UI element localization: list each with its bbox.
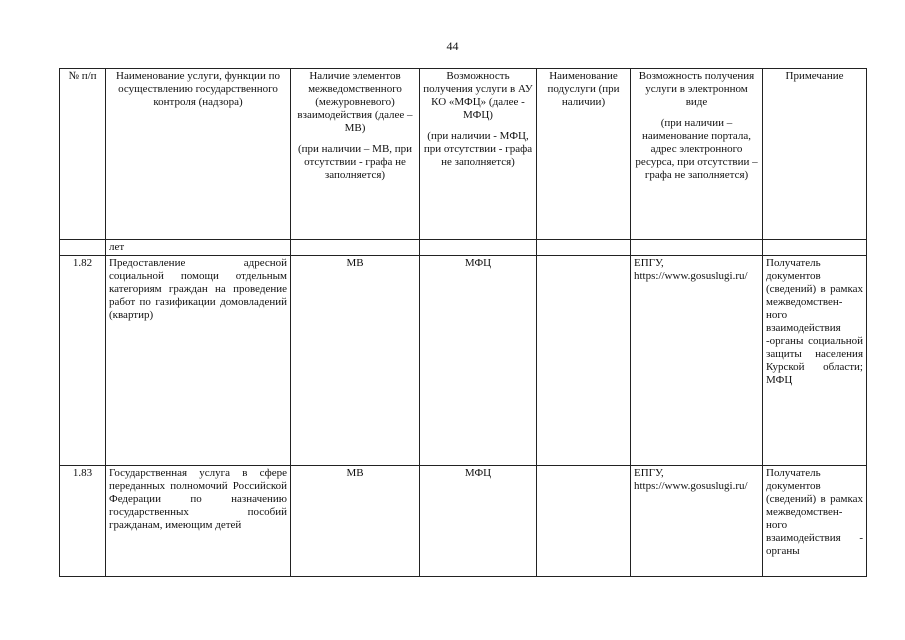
header-electronic-title: Возможность получения услуги в электронном виде: [638, 70, 755, 108]
table-header-row: [60, 69, 867, 240]
services-table: [59, 68, 867, 577]
header-note: Примечание: [763, 69, 867, 240]
subservice-value: [537, 466, 631, 577]
header-mv-subtitle: (при наличии – МВ, при отсутствии - графа не заполняется): [297, 143, 413, 181]
continuation-row: [60, 240, 867, 256]
header-mfc-subtitle: (при наличии - МФЦ, при отсутствии - графа не заполняется): [423, 130, 533, 168]
cell-empty: [631, 240, 763, 256]
table-row: [60, 466, 867, 577]
row-number: 1.83: [60, 466, 106, 577]
continuation-text: лет: [106, 240, 291, 256]
header-num: № п/п: [60, 69, 106, 240]
cell-empty: [763, 240, 867, 256]
header-electronic-subtitle: (при наличии – наименование портала, адрес электронного ресурса, при отсутствии – графа не заполняется): [635, 117, 758, 181]
page-number: 44: [446, 39, 459, 53]
mv-value: МВ: [291, 466, 420, 577]
header-mfc: [420, 69, 537, 240]
note-value: Получатель документов (сведений) в рамках межведомствен-ного взаимодействия - органы: [763, 466, 867, 577]
mfc-value: МФЦ: [420, 256, 537, 466]
cell-empty: [537, 240, 631, 256]
mfc-value: МФЦ: [420, 466, 537, 577]
electronic-value: ЕПГУ, https://www.gosuslugi.ru/: [631, 256, 763, 466]
header-mv: [291, 69, 420, 240]
cell-empty: [420, 240, 537, 256]
header-name: Наименование услуги, функции по осуществлению государственного контроля (надзора): [106, 69, 291, 240]
header-mfc-title: Возможность получения услуги в АУ КО «МФЦ» (далее - МФЦ): [423, 70, 533, 121]
service-name: Государственная услуга в сфере переданных полномочий Российской Федерации по назначению государственных пособий гражданам, имеющим детей: [106, 466, 291, 577]
subservice-value: [537, 256, 631, 466]
header-electronic: [631, 69, 763, 240]
note-value: Получатель документов (сведений) в рамках межведомствен-ного взаимодействия -органы социальной защиты населения Курской области; МФЦ: [763, 256, 867, 466]
service-name: Предоставление адресной социальной помощи отдельным категориям граждан на проведение работ по газификации домовладений (квартир): [106, 256, 291, 466]
header-subservice: Наименование подуслуги (при наличии): [537, 69, 631, 240]
header-mv-title: Наличие элементов межведомственного (межуровневого) взаимодействия (далее – МВ): [297, 70, 413, 134]
cell-empty: [291, 240, 420, 256]
mv-value: МВ: [291, 256, 420, 466]
table-row: [60, 256, 867, 466]
cell-empty: [60, 240, 106, 256]
row-number: 1.82: [60, 256, 106, 466]
electronic-value: ЕПГУ, https://www.gosuslugi.ru/: [631, 466, 763, 577]
